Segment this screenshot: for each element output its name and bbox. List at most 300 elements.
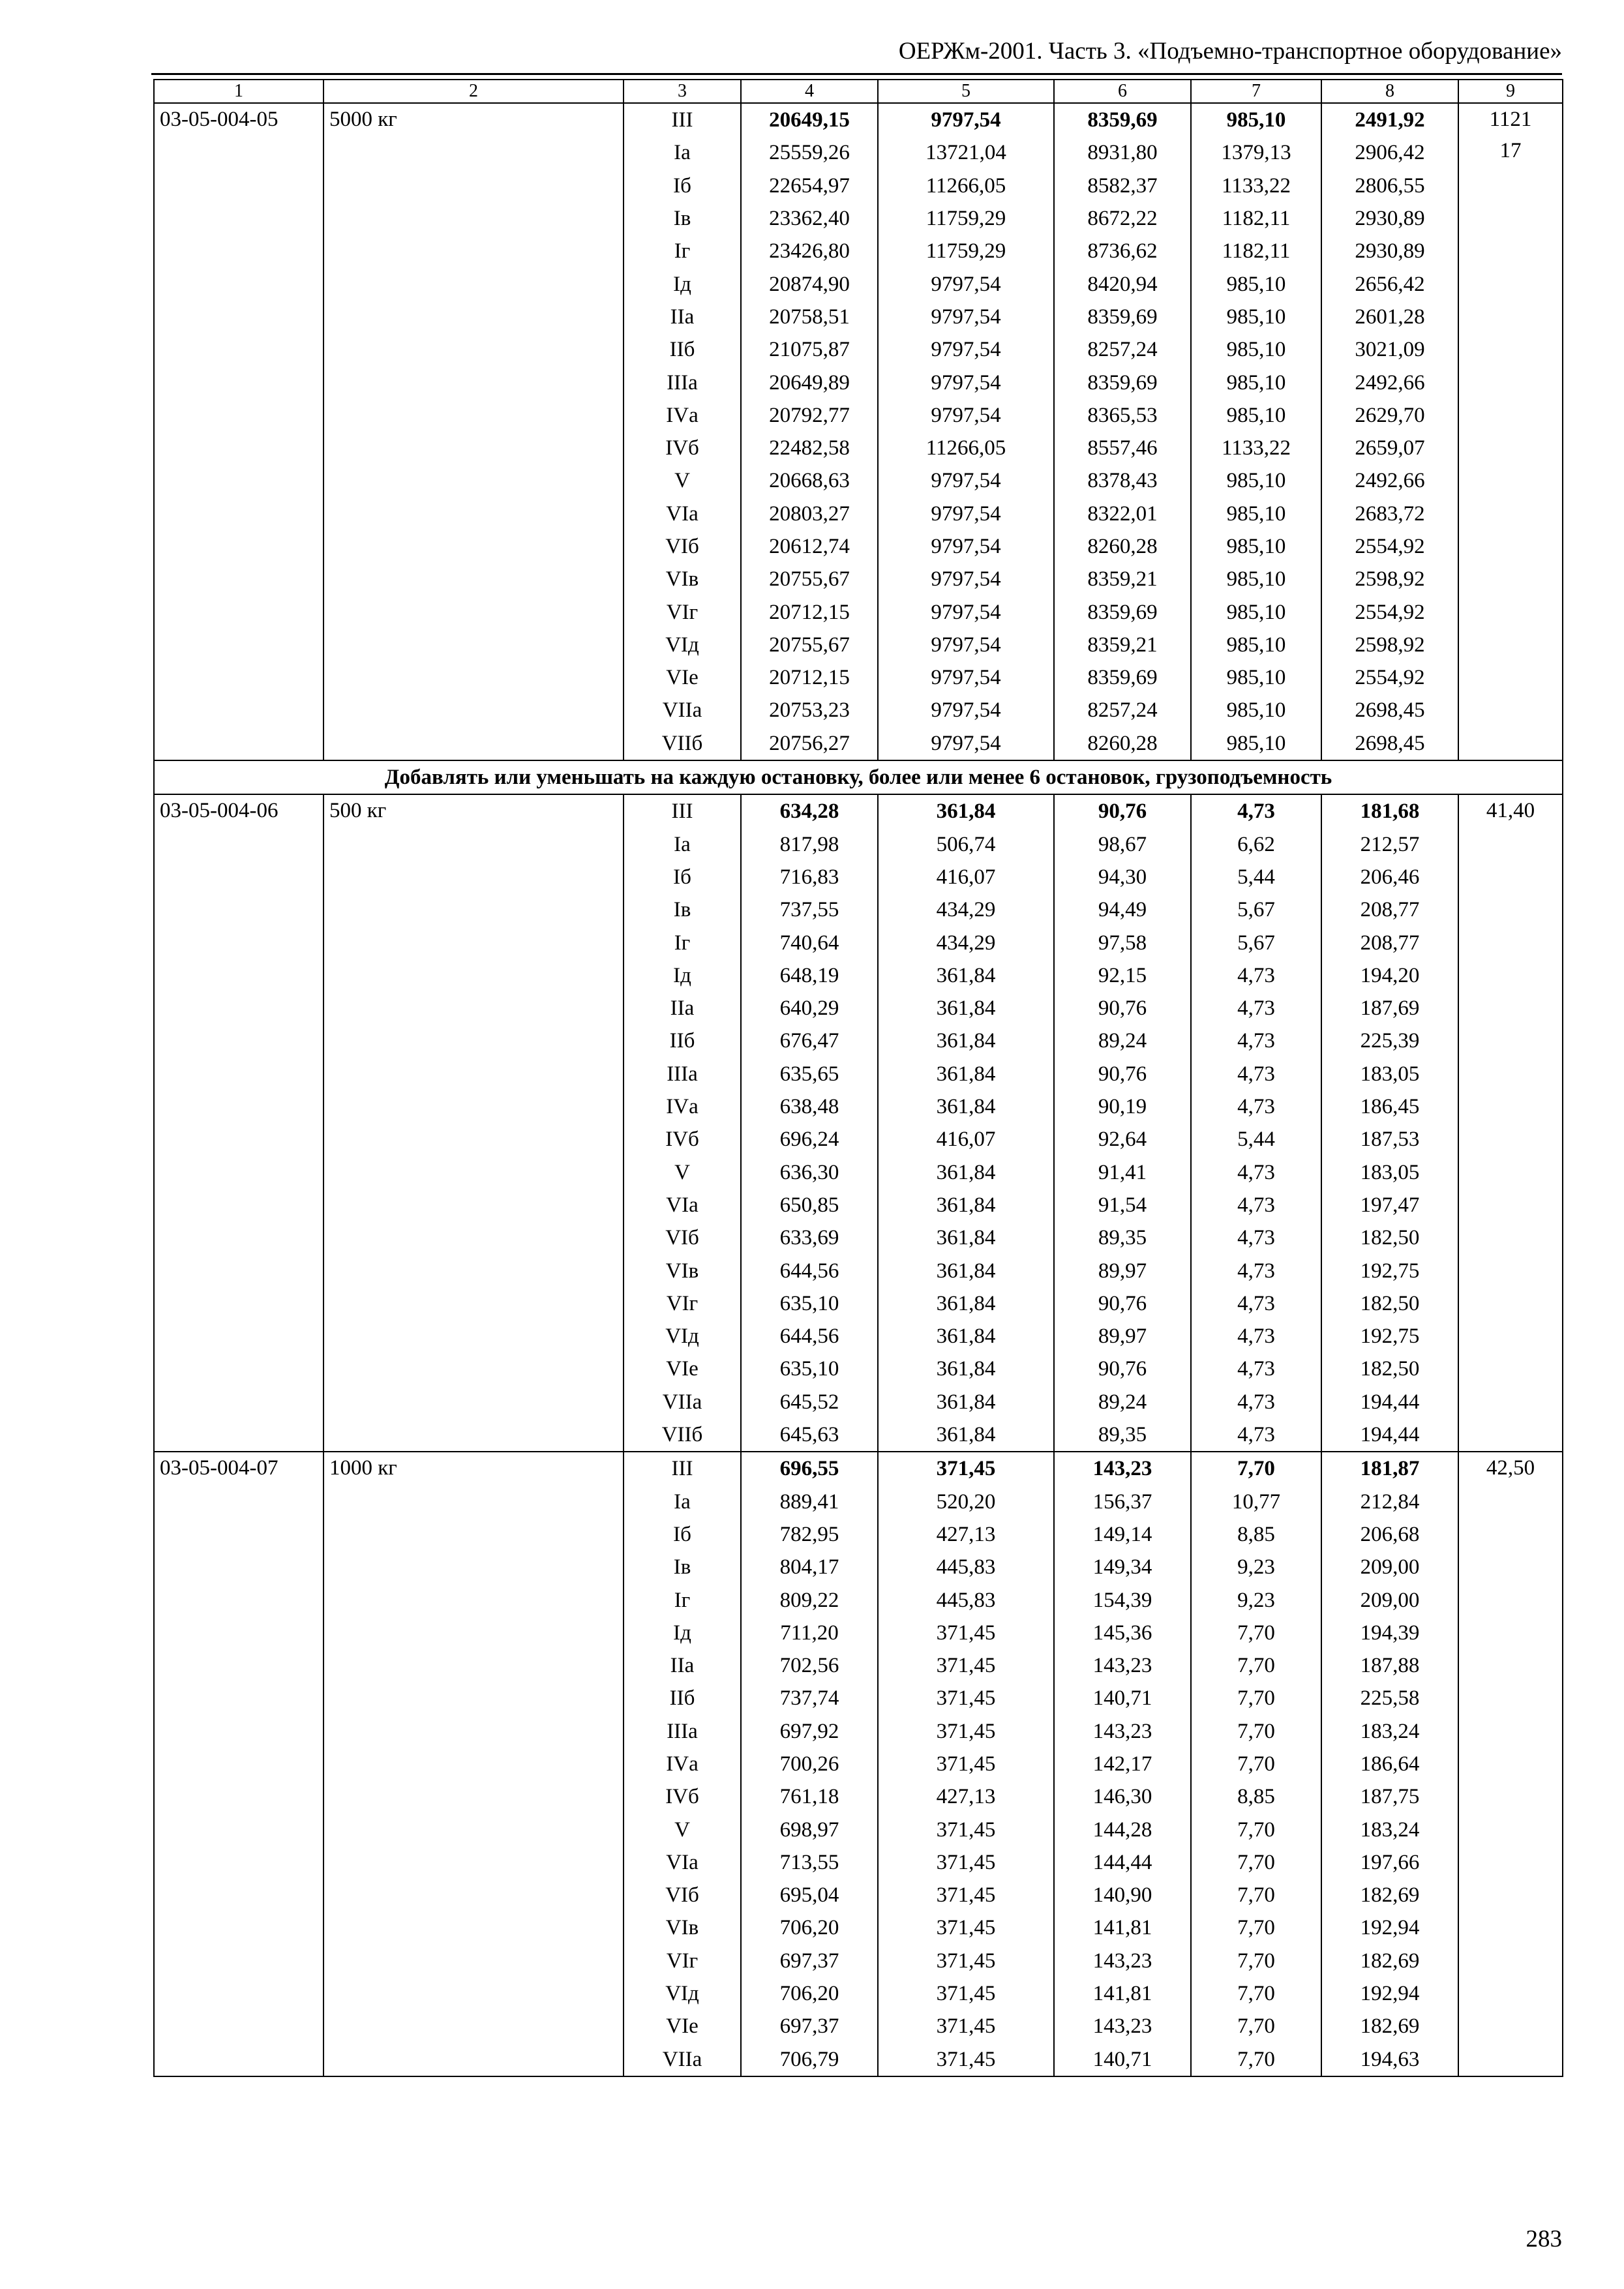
rate-code: 03-05-004-06 [154,794,323,1452]
value-cell: 9797,54 [878,399,1054,432]
value-cell: 645,52 [741,1386,878,1418]
value-cell: 8582,37 [1054,170,1191,202]
value-cell: 4,73 [1191,992,1321,1025]
value-cell: 702,56 [741,1649,878,1682]
value-cell: 2659,07 [1321,432,1458,464]
value-cell: 650,85 [741,1189,878,1221]
value-cell: 698,97 [741,1813,878,1846]
value-cell: 89,35 [1054,1221,1191,1254]
value-cell: 140,71 [1054,2043,1191,2076]
value-cell: 4,73 [1191,1353,1321,1385]
value-cell: 183,05 [1321,1058,1458,1090]
value-cell: 194,44 [1321,1418,1458,1452]
value-cell: 2491,92 [1321,103,1458,136]
value-cell: 761,18 [741,1780,878,1813]
value-cell: 20668,63 [741,464,878,497]
column-number: 1 [154,80,323,103]
price-level: IIб [624,1025,741,1057]
price-level: Iд [624,959,741,992]
rate-description: 5000 кг [323,103,624,760]
value-cell: 9797,54 [878,563,1054,595]
value-cell: 706,20 [741,1977,878,2010]
value-cell: 4,73 [1191,1025,1321,1057]
price-level: Iб [624,1518,741,1551]
value-cell: 8359,69 [1054,661,1191,694]
value-cell: 1182,11 [1191,202,1321,235]
value-cell: 2629,70 [1321,399,1458,432]
value-cell: 434,29 [878,893,1054,926]
value-cell: 11759,29 [878,235,1054,267]
value-cell: 1133,22 [1191,432,1321,464]
value-cell: 187,88 [1321,1649,1458,1682]
value-cell: 371,45 [878,2010,1054,2042]
value-cell: 1182,11 [1191,235,1321,267]
value-cell: 149,34 [1054,1551,1191,1583]
value-cell: 9797,54 [878,301,1054,333]
value-cell: 187,53 [1321,1123,1458,1156]
column-number-row [154,80,1563,103]
value-cell: 9797,54 [878,464,1054,497]
value-cell: 8322,01 [1054,498,1191,530]
value-cell: 225,58 [1321,1682,1458,1714]
value-cell: 140,71 [1054,1682,1191,1714]
value-cell: 737,55 [741,893,878,926]
price-level: VIIа [624,694,741,726]
value-cell: 2698,45 [1321,727,1458,760]
value-cell: 209,00 [1321,1551,1458,1583]
value-cell: 8359,69 [1054,595,1191,628]
value-cell: 20712,15 [741,595,878,628]
value-cell: 7,70 [1191,2010,1321,2042]
labor-cost-value: 17 [1499,139,1522,162]
value-cell: 4,73 [1191,1221,1321,1254]
value-cell: 4,73 [1191,1418,1321,1452]
value-cell: 4,73 [1191,1254,1321,1287]
value-cell: 985,10 [1191,595,1321,628]
value-cell: 4,73 [1191,1090,1321,1123]
price-level: V [624,1813,741,1846]
price-level: V [624,464,741,497]
rate-group [154,794,1563,1452]
price-level: V [624,1156,741,1189]
value-cell: 427,13 [878,1780,1054,1813]
column-number: 4 [741,80,878,103]
price-level: VIв [624,563,741,595]
value-cell: 20803,27 [741,498,878,530]
page-header-title: ОЕРЖм-2001. Часть 3. «Подъемно-транспортное оборудование» [898,38,1562,65]
value-cell: 8359,69 [1054,301,1191,333]
value-cell: 427,13 [878,1518,1054,1551]
value-cell: 6,62 [1191,828,1321,861]
value-cell: 90,19 [1054,1090,1191,1123]
value-cell: 142,17 [1054,1748,1191,1780]
value-cell: 2930,89 [1321,202,1458,235]
price-level: VIа [624,1846,741,1879]
value-cell: 7,70 [1191,1945,1321,1977]
value-cell: 212,84 [1321,1485,1458,1518]
value-cell: 7,70 [1191,1617,1321,1649]
value-cell: 187,75 [1321,1780,1458,1813]
value-cell: 4,73 [1191,959,1321,992]
value-cell: 20649,15 [741,103,878,136]
price-level: Iг [624,1583,741,1616]
value-cell: 640,29 [741,992,878,1025]
value-cell: 634,28 [741,794,878,828]
value-cell: 706,20 [741,1911,878,1944]
value-cell: 192,75 [1321,1254,1458,1287]
labor-cost [1458,103,1563,760]
value-cell: 208,77 [1321,926,1458,959]
value-cell: 985,10 [1191,498,1321,530]
price-level: IIIа [624,1715,741,1748]
value-cell: 9797,54 [878,530,1054,563]
price-level: Iб [624,861,741,893]
value-cell: 371,45 [878,2043,1054,2076]
value-cell: 146,30 [1054,1780,1191,1813]
value-cell: 2492,66 [1321,366,1458,398]
value-cell: 194,20 [1321,959,1458,992]
price-level: III [624,103,741,136]
rate-group [154,1452,1563,2076]
value-cell: 7,70 [1191,1452,1321,1485]
price-level: Iд [624,1617,741,1649]
value-cell: 89,24 [1054,1386,1191,1418]
value-cell: 89,97 [1054,1254,1191,1287]
value-cell: 371,45 [878,1977,1054,2010]
table-row [154,1452,1563,1485]
price-level: VIе [624,2010,741,2042]
price-level: VIб [624,1879,741,1911]
value-cell: 985,10 [1191,661,1321,694]
value-cell: 186,64 [1321,1748,1458,1780]
value-cell: 25559,26 [741,136,878,169]
value-cell: 889,41 [741,1485,878,1518]
rate-description: 1000 кг [323,1452,624,2076]
table-row [154,103,1563,136]
labor-cost-value: 1121 [1489,108,1532,131]
value-cell: 20755,67 [741,563,878,595]
value-cell: 4,73 [1191,794,1321,828]
value-cell: 143,23 [1054,1715,1191,1748]
header-rule [151,73,1562,75]
value-cell: 20755,67 [741,629,878,661]
rate-group [154,103,1563,760]
value-cell: 8,85 [1191,1780,1321,1813]
value-cell: 434,29 [878,926,1054,959]
value-cell: 90,76 [1054,1287,1191,1320]
value-cell: 143,23 [1054,2010,1191,2042]
value-cell: 145,36 [1054,1617,1191,1649]
value-cell: 94,49 [1054,893,1191,926]
price-level: Iа [624,1485,741,1518]
price-level: IIб [624,1682,741,1714]
value-cell: 8931,80 [1054,136,1191,169]
value-cell: 206,46 [1321,861,1458,893]
price-level: Iд [624,267,741,300]
value-cell: 9797,54 [878,595,1054,628]
value-cell: 23426,80 [741,235,878,267]
value-cell: 187,69 [1321,992,1458,1025]
value-cell: 644,56 [741,1320,878,1353]
value-cell: 20874,90 [741,267,878,300]
value-cell: 7,70 [1191,1649,1321,1682]
value-cell: 8260,28 [1054,727,1191,760]
value-cell: 9797,54 [878,727,1054,760]
value-cell: 361,84 [878,794,1054,828]
value-cell: 20612,74 [741,530,878,563]
value-cell: 7,70 [1191,1813,1321,1846]
price-level: IVб [624,1123,741,1156]
value-cell: 8365,53 [1054,399,1191,432]
value-cell: 2554,92 [1321,530,1458,563]
value-cell: 89,97 [1054,1320,1191,1353]
price-level: VIд [624,629,741,661]
value-cell: 7,70 [1191,1846,1321,1879]
value-cell: 182,50 [1321,1287,1458,1320]
value-cell: 8359,21 [1054,563,1191,595]
value-cell: 7,70 [1191,1879,1321,1911]
value-cell: 740,64 [741,926,878,959]
value-cell: 154,39 [1054,1583,1191,1616]
labor-cost-value: 42,50 [1486,1456,1535,1480]
value-cell: 648,19 [741,959,878,992]
price-level: IIб [624,333,741,366]
value-cell: 156,37 [1054,1485,1191,1518]
value-cell: 8736,62 [1054,235,1191,267]
value-cell: 186,45 [1321,1090,1458,1123]
price-level: VIа [624,1189,741,1221]
value-cell: 361,84 [878,1156,1054,1189]
price-level: VIд [624,1977,741,2010]
value-cell: 89,35 [1054,1418,1191,1452]
value-cell: 809,22 [741,1583,878,1616]
value-cell: 635,10 [741,1287,878,1320]
value-cell: 183,24 [1321,1813,1458,1846]
price-level: IIIа [624,366,741,398]
value-cell: 94,30 [1054,861,1191,893]
value-cell: 638,48 [741,1090,878,1123]
value-cell: 645,63 [741,1418,878,1452]
price-level: Iа [624,136,741,169]
value-cell: 20649,89 [741,366,878,398]
price-level: VIб [624,1221,741,1254]
price-level: Iг [624,235,741,267]
value-cell: 985,10 [1191,333,1321,366]
labor-cost-value: 41,40 [1486,799,1535,823]
value-cell: 361,84 [878,1058,1054,1090]
value-cell: 4,73 [1191,1320,1321,1353]
price-level: VIIб [624,727,741,760]
value-cell: 9797,54 [878,694,1054,726]
value-cell: 361,84 [878,1254,1054,1287]
value-cell: 2554,92 [1321,661,1458,694]
value-cell: 696,55 [741,1452,878,1485]
value-cell: 371,45 [878,1715,1054,1748]
value-cell: 520,20 [878,1485,1054,1518]
value-cell: 182,50 [1321,1221,1458,1254]
value-cell: 371,45 [878,1945,1054,1977]
value-cell: 371,45 [878,1452,1054,1485]
price-level: IIIа [624,1058,741,1090]
value-cell: 7,70 [1191,1977,1321,2010]
price-level: IVа [624,1748,741,1780]
price-level: VIа [624,498,741,530]
price-level: IVб [624,432,741,464]
value-cell: 182,69 [1321,2010,1458,2042]
value-cell: 22482,58 [741,432,878,464]
value-cell: 817,98 [741,828,878,861]
value-cell: 7,70 [1191,2043,1321,2076]
section-heading-body [154,760,1563,794]
value-cell: 361,84 [878,959,1054,992]
value-cell: 635,10 [741,1353,878,1385]
section-heading: Добавлять или уменьшать на каждую остановку, более или менее 6 остановок, грузоподъемность [154,760,1563,794]
value-cell: 5,67 [1191,926,1321,959]
value-cell: 149,14 [1054,1518,1191,1551]
value-cell: 8359,21 [1054,629,1191,661]
price-level: IVб [624,1780,741,1813]
value-cell: 4,73 [1191,1058,1321,1090]
value-cell: 90,76 [1054,1058,1191,1090]
price-level: VIд [624,1320,741,1353]
value-cell: 9,23 [1191,1583,1321,1616]
price-level: Iв [624,893,741,926]
value-cell: 985,10 [1191,399,1321,432]
value-cell: 13721,04 [878,136,1054,169]
price-level: VIб [624,530,741,563]
value-cell: 697,37 [741,1945,878,1977]
price-level: Iв [624,202,741,235]
value-cell: 2906,42 [1321,136,1458,169]
column-number: 8 [1321,80,1458,103]
value-cell: 985,10 [1191,267,1321,300]
value-cell: 143,23 [1054,1945,1191,1977]
value-cell: 361,84 [878,1287,1054,1320]
price-level: VIг [624,1287,741,1320]
value-cell: 985,10 [1191,103,1321,136]
value-cell: 9797,54 [878,103,1054,136]
value-cell: 8257,24 [1054,333,1191,366]
value-cell: 416,07 [878,1123,1054,1156]
value-cell: 633,69 [741,1221,878,1254]
value-cell: 361,84 [878,1090,1054,1123]
value-cell: 181,68 [1321,794,1458,828]
price-level: VIIб [624,1418,741,1452]
value-cell: 91,41 [1054,1156,1191,1189]
value-cell: 782,95 [741,1518,878,1551]
price-level: Iв [624,1551,741,1583]
value-cell: 144,28 [1054,1813,1191,1846]
value-cell: 9797,54 [878,366,1054,398]
value-cell: 9797,54 [878,661,1054,694]
rate-code: 03-05-004-05 [154,103,323,760]
column-number: 7 [1191,80,1321,103]
value-cell: 90,76 [1054,992,1191,1025]
value-cell: 371,45 [878,1879,1054,1911]
column-number: 6 [1054,80,1191,103]
value-cell: 140,90 [1054,1879,1191,1911]
value-cell: 445,83 [878,1551,1054,1583]
value-cell: 90,76 [1054,794,1191,828]
value-cell: 91,54 [1054,1189,1191,1221]
value-cell: 90,76 [1054,1353,1191,1385]
value-cell: 804,17 [741,1551,878,1583]
value-cell: 7,70 [1191,1748,1321,1780]
value-cell: 20753,23 [741,694,878,726]
value-cell: 197,66 [1321,1846,1458,1879]
price-level: III [624,794,741,828]
value-cell: 141,81 [1054,1977,1191,2010]
value-cell: 1133,22 [1191,170,1321,202]
value-cell: 21075,87 [741,333,878,366]
value-cell: 183,24 [1321,1715,1458,1748]
value-cell: 194,39 [1321,1617,1458,1649]
value-cell: 5,67 [1191,893,1321,926]
page-header [0,34,1624,68]
price-level: VIг [624,1945,741,1977]
price-level: Iа [624,828,741,861]
value-cell: 97,58 [1054,926,1191,959]
value-cell: 9797,54 [878,267,1054,300]
value-cell: 225,39 [1321,1025,1458,1057]
value-cell: 208,77 [1321,893,1458,926]
value-cell: 9797,54 [878,333,1054,366]
price-level: IIа [624,301,741,333]
value-cell: 2930,89 [1321,235,1458,267]
value-cell: 371,45 [878,1617,1054,1649]
value-cell: 985,10 [1191,629,1321,661]
value-cell: 8557,46 [1054,432,1191,464]
value-cell: 4,73 [1191,1156,1321,1189]
value-cell: 8359,69 [1054,103,1191,136]
value-cell: 361,84 [878,1320,1054,1353]
value-cell: 2601,28 [1321,301,1458,333]
value-cell: 371,45 [878,1748,1054,1780]
value-cell: 371,45 [878,1846,1054,1879]
value-cell: 9797,54 [878,498,1054,530]
value-cell: 7,70 [1191,1715,1321,1748]
value-cell: 2683,72 [1321,498,1458,530]
value-cell: 5,44 [1191,861,1321,893]
price-level: VIг [624,595,741,628]
value-cell: 371,45 [878,1813,1054,1846]
value-cell: 9,23 [1191,1551,1321,1583]
value-cell: 197,47 [1321,1189,1458,1221]
page-number: 283 [1526,2226,1562,2252]
value-cell: 182,69 [1321,1879,1458,1911]
value-cell: 697,92 [741,1715,878,1748]
price-level: VIе [624,1353,741,1385]
value-cell: 4,73 [1191,1189,1321,1221]
value-cell: 20712,15 [741,661,878,694]
value-cell: 706,79 [741,2043,878,2076]
column-number: 3 [624,80,741,103]
column-number: 2 [323,80,624,103]
value-cell: 11759,29 [878,202,1054,235]
value-cell: 361,84 [878,1418,1054,1452]
value-cell: 183,05 [1321,1156,1458,1189]
value-cell: 985,10 [1191,301,1321,333]
value-cell: 4,73 [1191,1287,1321,1320]
value-cell: 416,07 [878,861,1054,893]
value-cell: 644,56 [741,1254,878,1287]
value-cell: 2598,92 [1321,563,1458,595]
value-cell: 89,24 [1054,1025,1191,1057]
value-cell: 676,47 [741,1025,878,1057]
value-cell: 695,04 [741,1879,878,1911]
rates-table [153,79,1563,2077]
value-cell: 7,70 [1191,1911,1321,1944]
